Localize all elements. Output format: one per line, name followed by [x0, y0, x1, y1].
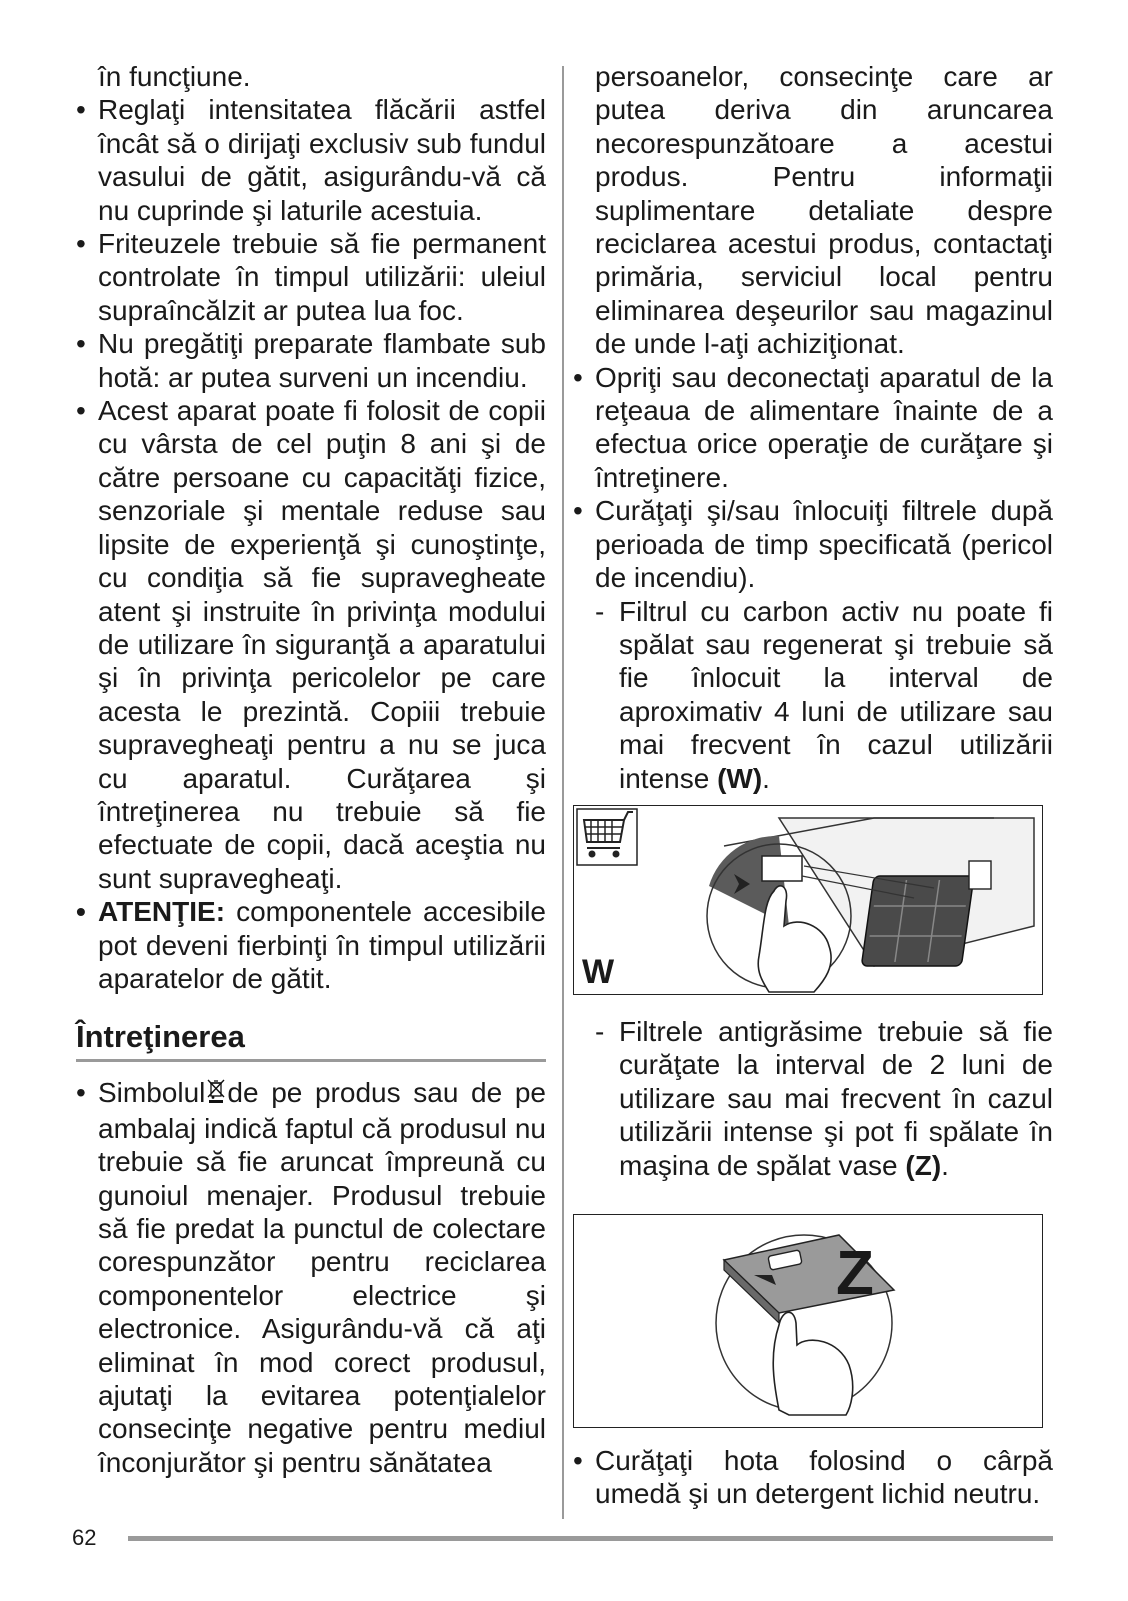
- carbon-filter-end: .: [762, 762, 770, 794]
- bullet-filters: • Curăţaţi şi/sau înlocuiţi filtrele după perioada de timp specificată (pericol de incendiu).: [573, 494, 1053, 594]
- left-continuation-text: în funcţiune.: [98, 61, 251, 92]
- warning-text: componentele accesibile pot deveni fierbinţi în timpul utilizării aparatelor de gătit.: [98, 896, 546, 994]
- left-column: [76, 60, 546, 1479]
- disposal-text-after: de pe produs sau de pe ambalaj indică faptul că produsul nu trebuie să fie aruncat împreună cu gunoiul menajer. Produsul trebuie să fie predat la punctul de colectare corespunzător pentru reciclarea componentelor electrice şi electronice. Asigurându-vă că aţi eliminat în mod corect produsul, ajutaţi la evitarea potenţialelor consecinţe negative pentru mediul înconjurător şi pentru sănătatea: [98, 1077, 546, 1478]
- grease-filter-text: Filtrele antigrăsime trebuie să fie curăţate la interval de 2 luni de utilizare sau mai frecvent în cazul utilizării intense şi pot fi spălate în maşina de spălat vase: [619, 1015, 1053, 1181]
- bullet-disconnect: • Opriţi sau deconectaţi aparatul de la reţeaua de alimentare înainte de a efectua orice operaţie de curăţare şi întreţinere.: [573, 361, 1053, 495]
- bullet-clean-hood: • Curăţaţi hota folosind o cârpă umedă şi un detergent lichid neutru.: [573, 1444, 1053, 1511]
- bullet-children-usage: • Acest aparat poate fi folosit de copii cu vârsta de cel puţin 8 ani şi de către persoane cu capacităţi fizice, senzoriale şi mentale reduse sau lipsite de experienţă şi cunoştinţe, cu condiţia să fie supravegheate atent şi instruite în privinţa modului de utilizare în siguranţă a aparatului şi în privinţa pericolelor pe care acesta le prezintă. Copiii trebuie supravegheaţi pentru a nu se juca cu aparatul. Curăţarea şi întreţinerea nu trebuie să fie efectuate de copii, dacă aceştia nu sunt supravegheaţi.: [76, 394, 546, 895]
- figure-w: [573, 805, 1043, 995]
- right-continuation-text: persoanelor, consecinţe care ar putea deriva din aruncarea necorespunzătoare a acestui produs. Pentru informaţii suplimentare detaliate despre reciclarea acestui produs, contactaţi primăria, serviciul local pentru eliminarea deşeurilor sau magazinul de unde l-aţi achiziţionat.: [595, 61, 1053, 360]
- figure-z-label: Z: [836, 1238, 874, 1308]
- figure-z: [573, 1214, 1043, 1428]
- bullet-warning: [76, 895, 546, 995]
- carbon-filter-text: Filtrul cu carbon activ nu poate fi spălat sau regenerat şi trebuie să fie înlocuit la interval de aproximativ 4 luni de utilizare sau mai frecvent în cazul utilizării intense: [619, 595, 1053, 794]
- figure-ref-z: (Z): [905, 1149, 942, 1181]
- footer-rule: [128, 1536, 1053, 1541]
- grease-filter-end: .: [941, 1149, 949, 1181]
- figure-ref-w: (W): [717, 762, 763, 794]
- bullet-flambe: • Nu pregătiţi preparate flambate sub hotă: ar putea surveni un incendiu.: [76, 327, 546, 394]
- disposal-text-before: Simbolul: [98, 1077, 206, 1109]
- bullet-flame-intensity: • Reglaţi intensitatea flăcării astfel încât să o dirijaţi exclusiv sub fundul vasului de gătit, asigurându-vă că nu cuprinde şi laturile acestuia.: [76, 93, 546, 227]
- crossed-out-wheelie-bin-icon: [207, 1078, 225, 1111]
- figure-w-label: W: [582, 952, 615, 991]
- warning-label: ATENŢIE:: [98, 896, 226, 928]
- column-divider: [562, 66, 564, 1519]
- section-heading-maintenance: Întreţinerea: [76, 1017, 546, 1062]
- right-column: [573, 60, 1053, 1511]
- page-number: 62: [72, 1525, 97, 1550]
- dash-carbon-filter: [573, 595, 1053, 795]
- bullet-disposal-symbol: [76, 1076, 546, 1479]
- shopping-cart-icon: [577, 809, 637, 865]
- dash-grease-filter: [573, 1015, 1053, 1182]
- bullet-fryers: • Friteuzele trebuie să fie permanent controlate în timpul utilizării: uleiul supraîncălzit ar putea lua foc.: [76, 227, 546, 327]
